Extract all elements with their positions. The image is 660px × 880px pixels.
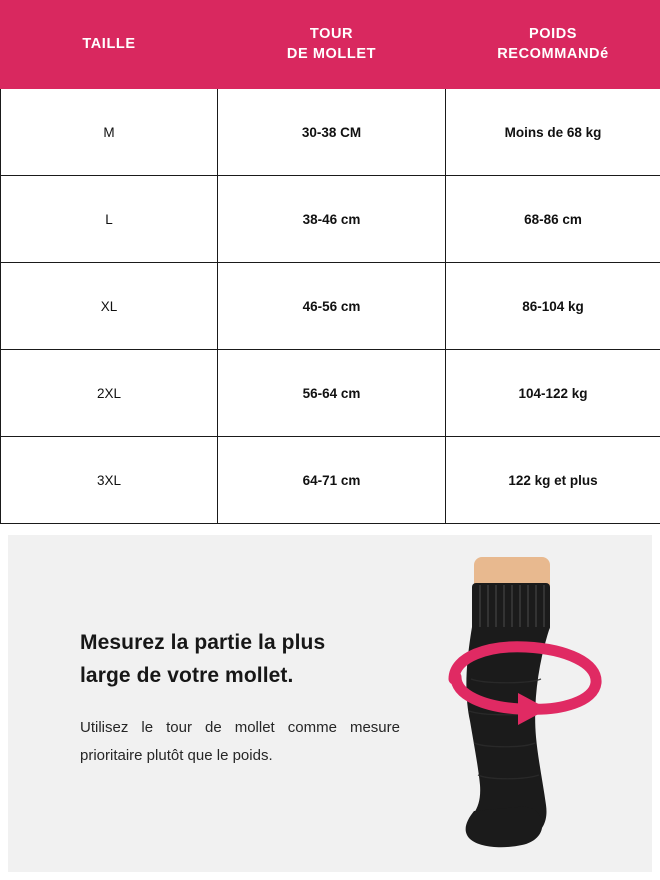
cell-size: 3XL <box>1 437 218 524</box>
cell-calf: 56-64 cm <box>218 350 446 437</box>
cell-calf: 30-38 CM <box>218 89 446 176</box>
sock-illustration <box>426 553 641 853</box>
measurement-tip-heading-line1: Mesurez la partie la plus <box>80 631 326 654</box>
table-row <box>1 437 660 524</box>
cell-calf: 64-71 cm <box>218 437 446 524</box>
table-row <box>1 89 660 176</box>
cell-calf: 46-56 cm <box>218 263 446 350</box>
column-header-size-line1: TAILLE <box>82 35 136 52</box>
column-header-calf <box>218 1 446 89</box>
table-row <box>1 263 660 350</box>
table-row <box>1 176 660 263</box>
table-header-row <box>1 1 660 89</box>
column-header-weight <box>446 1 660 89</box>
column-header-weight-line2: RECOMMANDé <box>497 45 609 62</box>
cell-weight: 86-104 kg <box>446 263 660 350</box>
cell-size: M <box>1 89 218 176</box>
table-row <box>1 350 660 437</box>
measurement-tip-body: Utilisez le tour de mollet comme mesure prioritaire plutôt que le poids. <box>80 719 400 764</box>
cell-calf: 38-46 cm <box>218 176 446 263</box>
table-body <box>1 89 660 524</box>
cell-weight: Moins de 68 kg <box>446 89 660 176</box>
cell-size: L <box>1 176 218 263</box>
column-header-calf-line2: DE MOLLET <box>286 45 377 62</box>
column-header-calf-line1: TOUR <box>309 25 354 42</box>
cell-weight: 104-122 kg <box>446 350 660 437</box>
measurement-tip-heading <box>80 627 410 692</box>
measurement-tip-panel <box>8 535 652 872</box>
cell-size: XL <box>1 263 218 350</box>
measurement-tip-text <box>80 627 410 770</box>
sock-with-measurement-arrow-icon <box>426 553 641 853</box>
column-header-size <box>1 1 218 89</box>
column-header-weight-line1: POIDS <box>528 25 578 42</box>
cell-weight: 68-86 cm <box>446 176 660 263</box>
table-header <box>1 1 660 89</box>
measurement-tip-heading-line2: large de votre mollet. <box>80 663 294 687</box>
cell-weight: 122 kg et plus <box>446 437 660 524</box>
cell-size: 2XL <box>1 350 218 437</box>
